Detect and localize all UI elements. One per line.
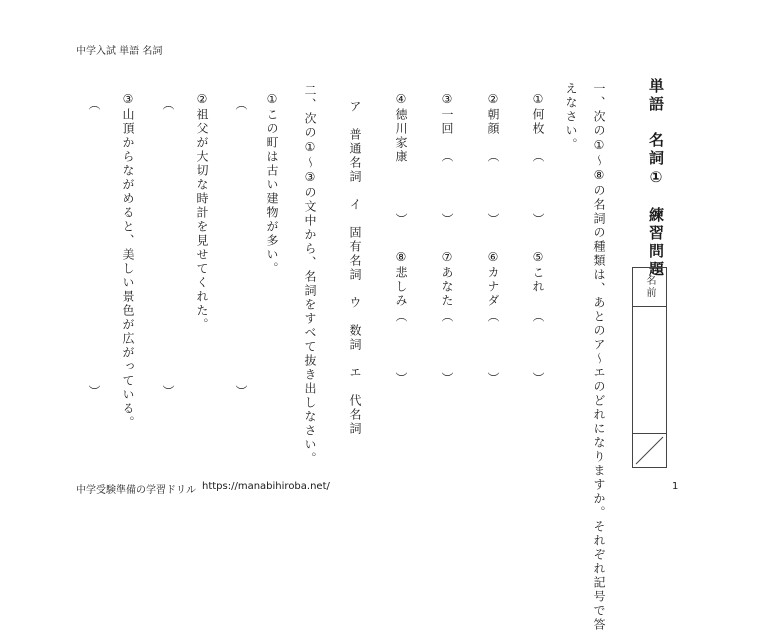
q2-item-3 — [122, 92, 134, 430]
answer-paren-close: ） — [161, 385, 175, 397]
answer-paren-close: ） — [531, 213, 545, 225]
q2-item-number: ① — [265, 92, 279, 108]
q1-item-6 — [487, 250, 499, 308]
q2-item-1 — [266, 92, 278, 276]
answer-paren-open: （ — [87, 98, 101, 110]
q1-item-number: ① — [531, 92, 545, 108]
q1-item-2 — [487, 92, 499, 136]
answer-paren-open: （ — [161, 98, 175, 110]
q1-item-word: これ — [531, 266, 545, 294]
q2-item-text: 祖父が大切な時計を見せてくれた。 — [195, 108, 209, 332]
q1-item-1 — [532, 92, 544, 136]
answer-paren-close: ） — [394, 372, 408, 384]
answer-paren-open: （ — [394, 310, 408, 322]
answer-paren-open: （ — [440, 150, 454, 162]
q1-item-5 — [532, 250, 544, 294]
q1-item-word: カナダ — [486, 266, 500, 308]
answer-paren-close: ） — [440, 372, 454, 384]
q1-item-number: ⑧ — [394, 250, 408, 266]
q1-item-4 — [395, 92, 407, 164]
answer-paren-open: （ — [486, 310, 500, 322]
q2-item-2 — [196, 92, 208, 332]
q1-item-word: 徳川家康 — [394, 108, 408, 164]
answer-paren-open: （ — [531, 150, 545, 162]
q1-item-8 — [395, 250, 407, 308]
q2-prompt: 二、次の①〜③の文中から、名詞をすべて抜き出しなさい。 — [303, 84, 317, 466]
q1-item-word: 一回 — [440, 108, 454, 136]
q1-item-word: 何枚 — [531, 108, 545, 136]
answer-paren-close: ） — [440, 213, 454, 225]
q1-prompt-line1: 一、次の①〜⑧の名詞の種類は、あとのア〜エのどれになりますか。それぞれ記号で答 — [592, 82, 606, 632]
q2-item-text: 山頂からながめると、美しい景色が広がっている。 — [121, 108, 135, 430]
footer-url-link[interactable]: https://manabihiroba.net/ — [202, 481, 330, 492]
q2-item-text: この町は古い建物が多い。 — [265, 108, 279, 276]
name-box — [632, 267, 667, 468]
answer-paren-open: （ — [440, 310, 454, 322]
answer-paren-close: ） — [87, 385, 101, 397]
q2-item-number: ② — [195, 92, 209, 108]
answer-paren-close: ） — [531, 372, 545, 384]
q1-item-number: ③ — [440, 92, 454, 108]
page-number: 1 — [672, 481, 679, 492]
q1-item-7 — [441, 250, 453, 308]
footer-site-name: 中学受験準備の学習ドリル — [76, 485, 196, 496]
q1-item-word: 朝顔 — [486, 108, 500, 136]
score-box — [633, 433, 666, 467]
answer-paren-open: （ — [486, 150, 500, 162]
q1-item-number: ④ — [394, 92, 408, 108]
header-title: 中学入試 単語 名詞 — [76, 46, 163, 57]
q1-prompt-line2: えなさい。 — [564, 82, 578, 152]
name-label: 名前 — [633, 268, 666, 307]
answer-paren-close: ） — [394, 213, 408, 225]
q1-item-3 — [441, 92, 453, 136]
q1-item-number: ⑦ — [440, 250, 454, 266]
q1-item-number: ⑤ — [531, 250, 545, 266]
answer-paren-open: （ — [234, 98, 248, 110]
q1-item-word: 悲しみ — [394, 266, 408, 308]
q1-item-number: ② — [486, 92, 500, 108]
q1-choices: ア 普通名詞 イ 固有名詞 ウ 数詞 エ 代名詞 — [348, 100, 362, 436]
q1-item-number: ⑥ — [486, 250, 500, 266]
q2-item-number: ③ — [121, 92, 135, 108]
answer-paren-close: ） — [234, 385, 248, 397]
answer-paren-close: ） — [486, 372, 500, 384]
answer-paren-open: （ — [531, 310, 545, 322]
q1-item-word: あなた — [440, 266, 454, 308]
answer-paren-close: ） — [486, 213, 500, 225]
worksheet-title: 単語 名詞① 練習問題 — [647, 78, 665, 279]
